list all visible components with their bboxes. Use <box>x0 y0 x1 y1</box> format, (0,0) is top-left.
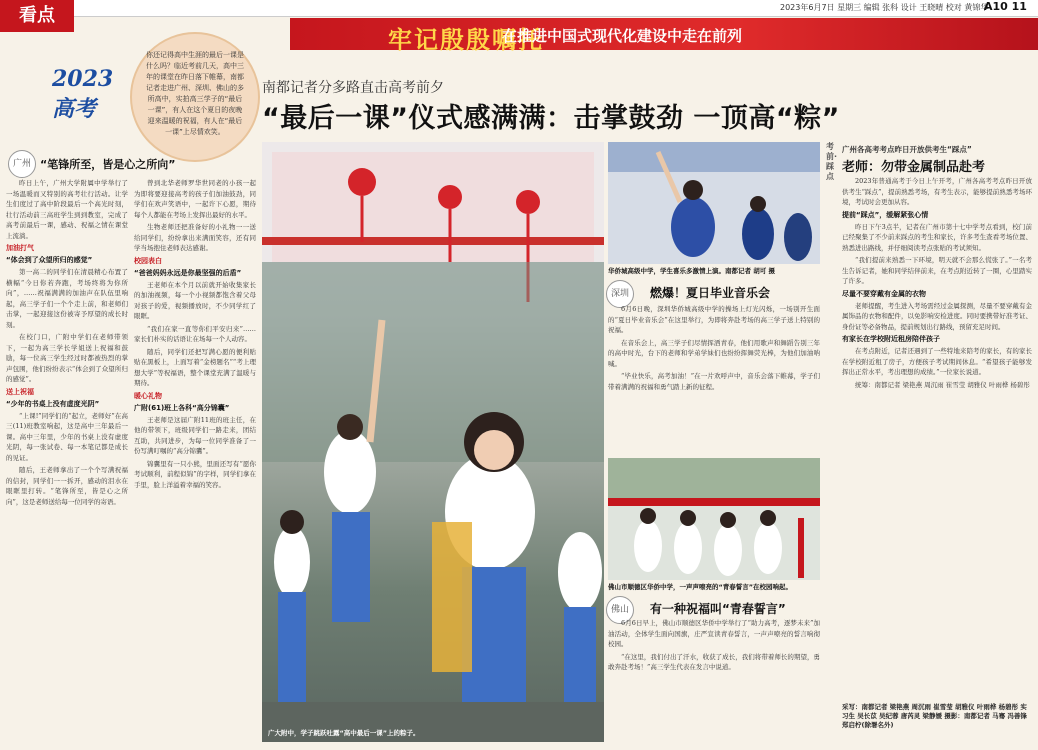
subhead-label: 加油打气 <box>6 244 34 252</box>
vertical-section-label: 考前·踩点 <box>826 142 838 181</box>
city-badge-foshan: 佛山 <box>606 596 634 624</box>
main-photo-illustration <box>262 142 604 742</box>
subhead: “爸爸妈妈永远是你最坚强的后盾” <box>134 268 242 277</box>
subhead-label: 校园表白 <box>134 256 162 265</box>
shenzhen-title: 燃爆！夏日毕业音乐会 <box>650 286 771 300</box>
foshan-photo <box>608 458 820 580</box>
paragraph: 统筹：南都记者 梁艳燕 周沉雨 崔雪莹 胡雅仪 叶雨桦 杨碧彤 <box>855 380 1030 389</box>
banner-subtitle: 在推进中国式现代化建设中走在前列 <box>502 27 743 45</box>
paragraph: 锦囊里有一只小熊，里面还写有“愿你考试顺利，前程似锦”的字样，同学们拿在手里，脸上洋溢着幸福的笑容。 <box>134 459 256 489</box>
paragraph: 在音乐会上，高三学子们尽情挥洒青春，他们用歌声和舞蹈告别三年的高中时光，台下的老师和学弟学妹们也纷纷挥舞荧光棒，为他们加油呐喊。 <box>608 338 820 368</box>
subhead: “体会到了众望所归的感觉” <box>6 256 93 264</box>
paragraph: 王老师是这届广附11班的班主任，在他的带领下，班级同学们一路走来，团结互助，共同进步，为每一位同学准备了一份写满叮嘱的“高分锦囊”。 <box>134 415 256 455</box>
paragraph: 随后，王老师拿出了一个个写满祝福的信封，同学们一一拆开，感动的泪水在眼眶里打转。“笔锋所至，皆是心之所向”，这是老师送给每一位同学的寄语。 <box>6 466 128 506</box>
paragraph: 6月6日早上，佛山市顺德区华侨中学举行了“助力高考，逐梦未来”加油活动，全体学生面向国旗，庄严宣读青春誓言，一声声嘹亮的誓言响彻校园。 <box>608 619 820 648</box>
left-story-col1 <box>6 178 128 738</box>
foshan-title: 有一种祝福叫“青春誓言” <box>650 602 786 616</box>
paragraph: 王老师在本个月以前就开始收集家长的加油视频，每一个小视频都饱含着父母对孩子的爱，视频播放时，不少同学红了眼眶。 <box>134 280 256 320</box>
paragraph: 老师提醒，考生进入考场需经过金属探测，尽量不要穿戴有金属饰品的衣物和配件，以免影响安检进度。同时要携带好准考证、身份证等必备物品，提前规划出行路线，预留充足时间。 <box>842 301 1032 331</box>
issue-info: 2023年6月7日 星期三 编辑 张科 设计 王晓晴 校对 黄锦华 <box>780 3 989 12</box>
shenzhen-photo-caption: 华侨城高级中学，学生喜乐多激情上演。南都记者 胡可 摄 <box>608 267 776 275</box>
paragraph: 昨日上午，广州大学附属中学举行了一场温暖而又特别的高考壮行活动。让学生们度过了高中阶段最后一个高光时刻，壮行活动前三高班学生到到教室，完成了高考前最后一课，感动、祝福之情在课堂上流淌。 <box>6 179 128 240</box>
paragraph: 随后，同学们还把写满心愿的便利贴贴在黑板上，上面写着“金榜题名”“考上理想大学”等祝福语，整个课堂充满了温暖与期待。 <box>134 347 256 387</box>
gaokao-2023-logo: 2023高考 <box>52 66 114 122</box>
subhead-label: 暖心礼物 <box>134 391 162 400</box>
subhead: 广附(61)班上各科“高分锦囊” <box>134 403 230 412</box>
paragraph: 生物老师还把准备好的小礼物一一送给同学们，纷纷拿出来满面笑容，还有同学当场抱住老师表达感谢。 <box>134 223 256 252</box>
main-headline: “最后一课”仪式感满满：击掌鼓劲 一顶高“粽” <box>262 103 840 134</box>
intro-badge: 你还记得高中生涯的最后一课是什么吗？临近考前几天，高中三年的课堂在昨日落下帷幕，南都记者走进广州、深圳、佛山的多所高中，实拍高三学子的“最后一课”，有人在这个夏日的夜晚迎来温暖的祝福，有人在“最后一课”上尽情欢笑。 <box>130 32 260 162</box>
right-top-title: 广州各高考考点昨日开放供考生“踩点” <box>842 145 972 154</box>
main-photo <box>262 142 604 742</box>
foshan-photo-illustration <box>608 458 820 580</box>
credits: 采写：南都记者 梁艳燕 周沉雨 崔雪莹 胡雅仪 叶雨桦 杨碧彤 实习生 吴长苡 吴纪蓉 唐芮灵 梁静媛 摄影：南都记者 马骞 冯善锋 郑启柠(除署名外) <box>842 703 1027 729</box>
subhead: 提前“踩点”，缓解紧张心情 <box>842 210 929 219</box>
main-photo-caption: 广大附中，学子跳跃吐露“高中最后一课”上的粽子。 <box>268 729 420 737</box>
shenzhen-photo <box>608 142 820 264</box>
left-story-col2 <box>134 178 256 738</box>
paragraph: “我们提前来熟悉一下环境，明天就不会那么慌张了。”一名考生告诉记者，她和同学结伴前来，在考点附近转了一圈，心里踏实了许多。 <box>842 256 1032 285</box>
paragraph: 曾到北华老师罗华世同老的小孩一起为即将要迎接高考的孩子们加油鼓劲，同学们在欢声笑语中，一起许下心愿，期待每个人都能在考场上发挥出最好的水平。 <box>134 179 256 219</box>
section-tag: 看点 <box>0 0 74 32</box>
shenzhen-photo-illustration <box>608 142 820 264</box>
paragraph: “在这里，我们付出了汗水，收获了成长，我们将带着师长的期望，勇敢奔赴考场！”高三学生代表在发言中说道。 <box>608 652 820 671</box>
subhead: 有家长在学校附近租房陪伴孩子 <box>842 335 940 343</box>
right-main-title: 老师：勿带金属制品赴考 <box>842 160 986 175</box>
paragraph: “我们在家一直等你们平安归来”……家长们朴实的话语让在场每一个人动容。 <box>134 324 256 343</box>
paragraph: 第一高二的同学们在清晨精心布置了横幅“今日你若奔跑，考场终将为你所向”，……祝福满满的加油声在队伍里响起，高三学子们一个个走上前，和老师们击掌，一起迎接这份被寄予厚望的成长时刻。 <box>6 268 128 329</box>
banner-slogan: 牢记殷殷嘱托 <box>388 25 544 54</box>
paragraph: 昨日下午3点半，记者在广州市第十七中学考点看到，校门前已经聚集了不少前来踩点的考生和家长，许多考生查看考场位置、熟悉进出路线，并仔细阅读考点张贴的考试须知。 <box>842 222 1032 252</box>
city-badge-shenzhen: 深圳 <box>606 280 634 308</box>
paragraph: “上课!”同学们的“起立，老师好”在高三(11)班教室响起，这是高中三年最后一课。高中三年里，少年的书桌上没有虚度光阴，每一张试卷、每一本笔记都是成长的见证。 <box>6 411 128 462</box>
paragraph: 在校门口，广附中学们在老师带领下，一起为高三学长学姐送上祝福和鼓励，每一位高三学生经过时都被热烈的掌声包围，他们纷纷表示“体会到了众望所归的感觉”。 <box>6 333 128 383</box>
subhead-label: 送上祝福 <box>6 387 34 396</box>
foshan-body <box>608 618 820 742</box>
page-number: A10 11 <box>984 0 1027 13</box>
left-story-title: “笔锋所至，皆是心之所向” <box>40 158 176 171</box>
foshan-photo-caption: 佛山市顺德区华侨中学，一声声嘹亮的“青春誓言”在校园响起。 <box>608 583 793 591</box>
theme-banner <box>290 18 1038 54</box>
kicker: 南都记者分多路直击高考前夕 <box>262 80 444 96</box>
city-badge-guangzhou: 广州 <box>8 150 36 178</box>
subhead: 尽量不要穿戴有金属的衣物 <box>842 289 926 298</box>
paragraph: 6月6日晚，深圳华侨城高级中学的操场上灯光闪烁，一场别开生面的“夏日毕业音乐会”在这里举行，为即将奔赴考场的高三学子送上特别的祝福。 <box>608 305 820 334</box>
shenzhen-body <box>608 304 820 454</box>
paragraph: 在考点附近，记者还遇到了一些特地来陪考的家长，有的家长在学校附近租了房子，方便孩子考试期间休息。“希望孩子能够发挥出正常水平，考出理想的成绩。”一位家长说道。 <box>842 347 1032 376</box>
subhead: “少年的书桌上没有虚度光阴” <box>6 399 100 408</box>
paragraph: “毕业快乐，高考加油！”在一片欢呼声中，音乐会落下帷幕，学子们带着满满的祝福和勇气踏上新的征程。 <box>608 372 820 391</box>
right-body <box>842 176 1032 700</box>
paragraph: 2023年普通高考于今日上午开考，广州各高考考点昨日开放供考生“踩点”，提前熟悉考场，有考生表示，能够提前熟悉考场环境，考试时会更加从容。 <box>842 177 1032 206</box>
